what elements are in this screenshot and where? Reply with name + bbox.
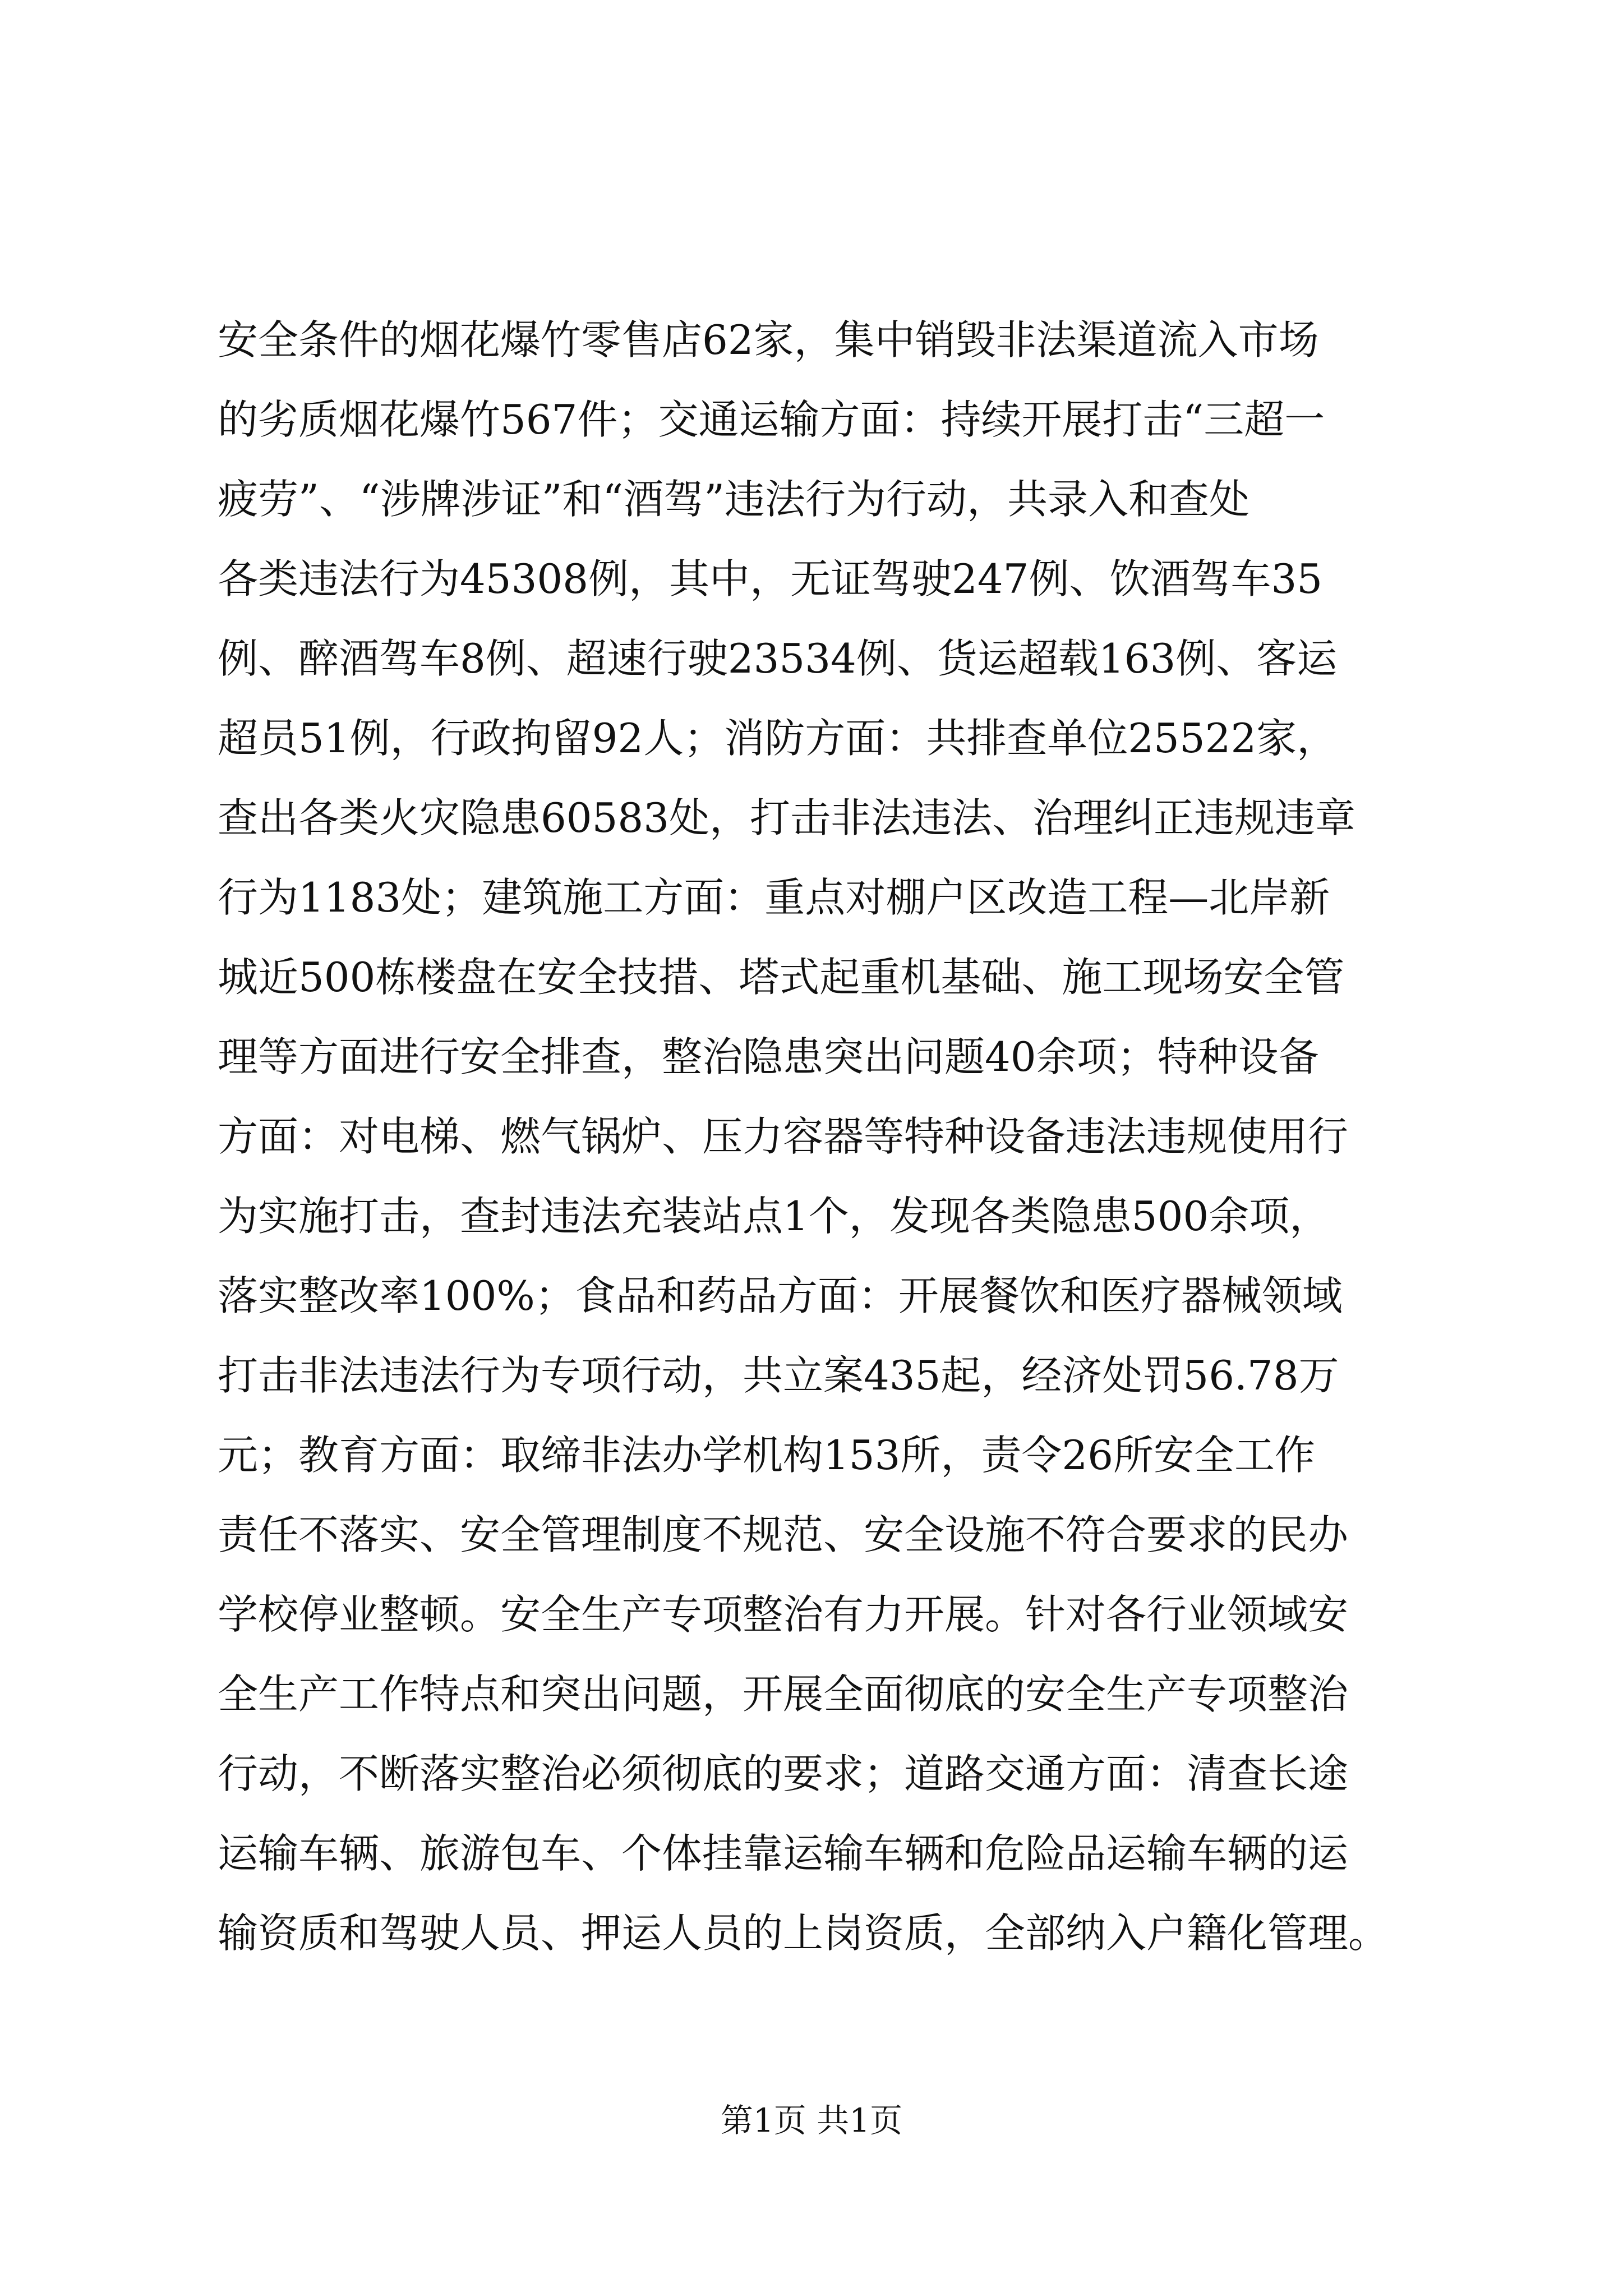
page-number-label: 第1页 共1页: [720, 2101, 903, 2139]
body-line: 理等方面进行安全排查，整治隐患突出问题40余项；特种设备: [218, 1033, 1319, 1080]
body-line: 学校停业整顿。安全生产专项整治有力开展。针对各行业领域安: [218, 1591, 1349, 1638]
body-line: 行为1183处；建筑施工方面：重点对棚户区改造工程—北岸新: [218, 874, 1330, 921]
body-line: 城近500栋楼盘在安全技措、塔式起重机基础、施工现场安全管: [218, 954, 1345, 1001]
body-line: 安全条件的烟花爆竹零售店62家，集中销毁非法渠道流入市场: [218, 316, 1319, 364]
body-line: 输资质和驾驶人员、押运人员的上岗资质，全部纳入户籍化管理。: [218, 1910, 1389, 1957]
body-line: 元；教育方面：取缔非法办学机构153所，责令26所安全工作: [218, 1432, 1316, 1479]
body-line: 查出各类火灾隐患60583处，打击非法违法、治理纠正违规违章: [218, 794, 1356, 841]
body-line: 超员51例，行政拘留92人；消防方面：共排查单位25522家，: [218, 715, 1338, 762]
body-line: 运输车辆、旅游包车、个体挂靠运输车辆和危险品运输车辆的运: [218, 1830, 1349, 1877]
body-line: 疲劳”、“涉牌涉证”和“酒驾”违法行为行动，共录入和查处: [218, 476, 1250, 523]
body-line: 的劣质烟花爆竹567件；交通运输方面：持续开展打击“三超一: [218, 396, 1325, 443]
body-line: 方面：对电梯、燃气锅炉、压力容器等特种设备违法违规使用行: [218, 1113, 1349, 1160]
page-footer: [0, 2098, 1623, 2143]
body-line: 打击非法违法行为专项行动，共立案435起，经济处罚56.78万: [218, 1352, 1339, 1399]
body-line: 落实整改率100%；食品和药品方面：开展餐饮和医疗器械领域: [218, 1272, 1343, 1319]
body-line: 行动，不断落实整治必须彻底的要求；道路交通方面：清查长途: [218, 1750, 1349, 1797]
document-body: [218, 300, 1407, 1973]
body-line: 各类违法行为45308例，其中，无证驾驶247例、饮酒驾车35: [218, 555, 1323, 602]
body-line: 全生产工作特点和突出问题，开展全面彻底的安全生产专项整治: [218, 1671, 1349, 1718]
body-line: 为实施打击，查封违法充装站点1个，发现各类隐患500余项，: [218, 1193, 1330, 1240]
body-line: 责任不落实、安全管理制度不规范、安全设施不符合要求的民办: [218, 1511, 1349, 1558]
body-line: 例、醉酒驾车8例、超速行驶23534例、货运超载163例、客运: [218, 635, 1338, 682]
